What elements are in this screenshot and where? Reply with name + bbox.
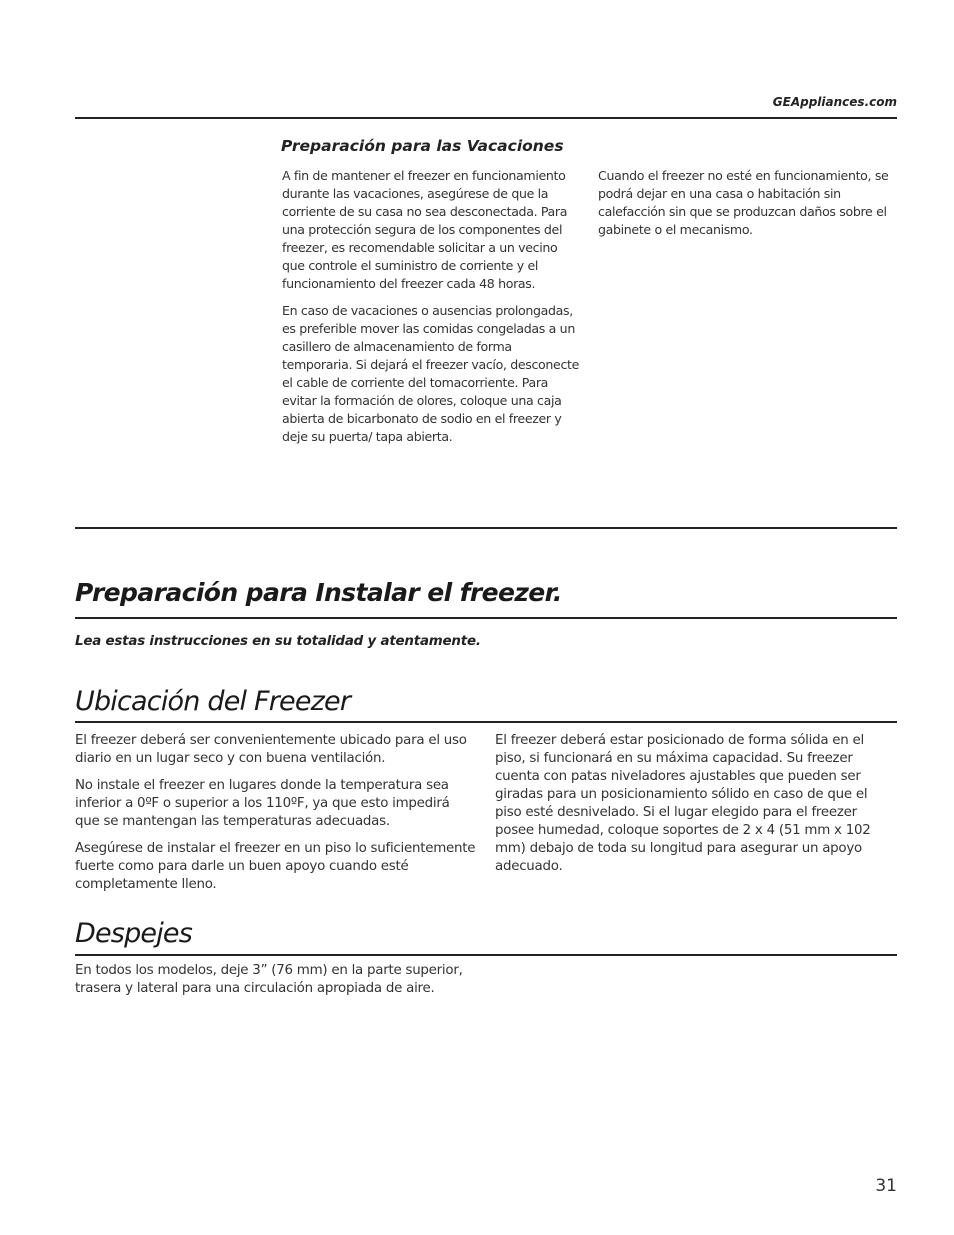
vacation-left-column	[282, 167, 582, 455]
location-paragraph-1: El freezer deberá ser convenientemente ubicado para el uso diario en un lugar seco y con buena ventilación.	[75, 733, 467, 766]
location-left-column	[75, 732, 477, 903]
clearances-paragraph: En todos los modelos, deje 3” (76 mm) en la parte superior, trasera y lateral para una circulación apropiada de aire.	[75, 963, 463, 996]
website-url: GEAppliances.com	[772, 95, 897, 109]
section-divider-rule	[75, 527, 897, 529]
location-title: Ubicación del Freezer	[75, 686, 351, 717]
clearances-column	[75, 962, 475, 1007]
vacation-title: Preparación para las Vacaciones	[281, 137, 564, 155]
install-intro: Lea estas instrucciones en su totalidad y atentamente.	[75, 634, 481, 649]
clearances-title: Despejes	[75, 918, 192, 949]
location-paragraph-3: Asegúrese de instalar el freezer en un piso lo suficientemente fuerte como para darle un buen apoyo cuando esté completamente lleno.	[75, 841, 476, 892]
location-paragraph-2: No instale el freezer en lugares donde la temperatura sea inferior a 0ºF o superior a los 110ºF, ya que esto impedirá que se mantengan las temperaturas adecuadas.	[75, 778, 450, 829]
location-title-rule	[75, 721, 897, 723]
install-title-rule	[75, 617, 897, 619]
vacation-paragraph-3: Cuando el freezer no esté en funcionamiento, se podrá dejar en una casa o habitación sin calefacción sin que se produzcan daños sobre el gabinete o el mecanismo.	[598, 168, 889, 237]
vacation-right-column	[598, 167, 894, 248]
install-title: Preparación para Instalar el freezer.	[75, 578, 562, 607]
page-number: 31	[875, 1176, 897, 1196]
location-paragraph-4: El freezer deberá estar posicionado de forma sólida en el piso, si funcionará en su máxima capacidad. Su freezer cuenta con patas niveladores ajustables que pueden ser giradas para un posicionamiento sólido en caso de que el piso esté desnivelado. Si el lugar elegido para el freezer posee humedad, coloque soportes de 2 x 4 (51 mm x 102 mm) debajo de toda su longitud para asegurar un apoyo adecuado.	[495, 733, 871, 874]
vacation-paragraph-2: En caso de vacaciones o ausencias prolongadas, es preferible mover las comidas congeladas a un casillero de almacenamiento de forma temporaria. Si dejará el freezer vacío, desconecte el cable de corriente del tomacorriente. Para evitar la formación de olores, coloque una caja abierta de bicarbonato de sodio en el freezer y deje su puerta/ tapa abierta.	[282, 303, 579, 444]
vacation-paragraph-1: A fin de mantener el freezer en funcionamiento durante las vacaciones, asegúrese de que la corriente de su casa no sea desconectada. Para una protección segura de los componentes del freezer, es recomendable solicitar a un vecino que controle el suministro de corriente y el funcionamiento del freezer cada 48 horas.	[282, 168, 568, 291]
location-right-column	[495, 732, 887, 885]
clearances-title-rule	[75, 954, 897, 956]
header-rule	[75, 117, 897, 119]
